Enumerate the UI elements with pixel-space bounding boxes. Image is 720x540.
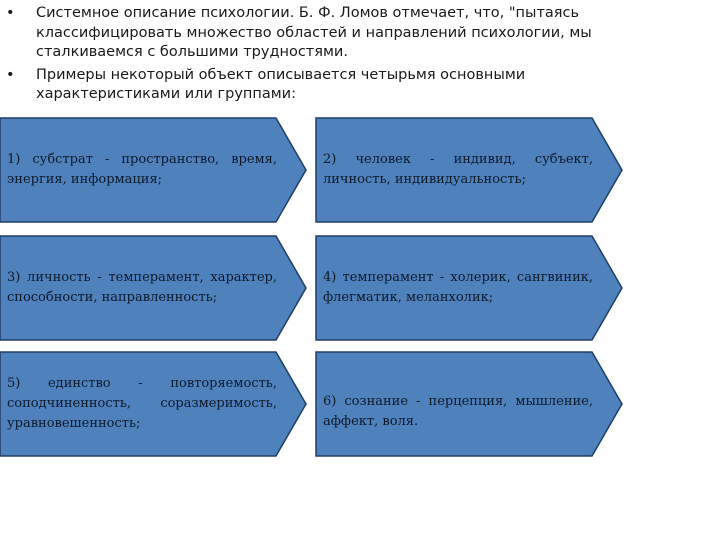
bullet-item [0, 66, 620, 105]
arrow-text: 5) единство - повторяемость, соподчиненность, соразмеримость, уравновешенность; [7, 376, 277, 431]
arrow-shape-6 [316, 352, 624, 456]
bullet-marker: • [6, 66, 15, 83]
arrow-shape-2 [316, 118, 624, 222]
arrow-shape-4 [316, 236, 624, 340]
arrow-shape-1 [0, 118, 308, 222]
arrow-text: 2) человек - индивид, субъект, личность, индивидуальность; [323, 152, 593, 187]
arrow-text: 4) темперамент - холерик, сангвиник, флегматик, меланхолик; [323, 270, 593, 305]
bullet-marker: • [6, 5, 15, 21]
bullet-list [0, 4, 620, 108]
arrow-text: 3) личность - темперамент, характер, способности, направленность; [7, 270, 277, 305]
arrow-shape-5 [0, 352, 308, 456]
bullet-item [0, 4, 620, 63]
bullet-text: Системное описание психологии. Б. Ф. Ломов отмечает, что, "пытаясь классифицировать множество областей и направлений психологии, мы сталкиваемся с большими трудностями. [36, 5, 592, 60]
arrow-text: 1) субстрат - пространство, время, энергия, информация; [7, 152, 277, 187]
arrow-shape-3 [0, 236, 308, 340]
bullet-text: Примеры некоторый объект описывается четырьмя основными характеристиками или группами: [36, 66, 526, 102]
arrow-text: 6) сознание - перцепция, мышление, аффект, воля. [323, 394, 593, 429]
